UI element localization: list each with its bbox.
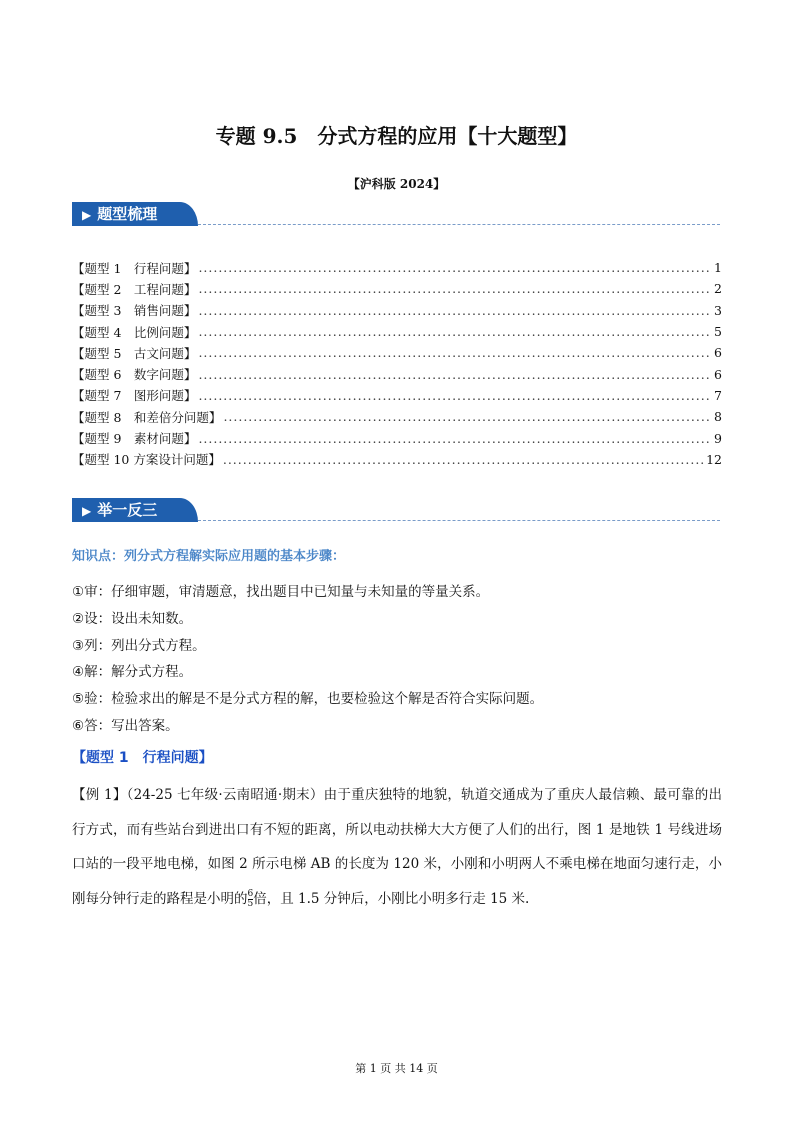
toc-label: 【题型 4 比例问题】: [72, 324, 197, 340]
toc-leader: [198, 367, 712, 382]
step-item: ③列：列出分式方程。: [72, 637, 206, 654]
play-icon: ▶: [82, 504, 92, 518]
toc-label: 【题型 7 图形问题】: [72, 388, 197, 404]
toc-leader: [223, 452, 704, 467]
toc-leader: [198, 431, 712, 446]
toc-label: 【题型 6 数字问题】: [72, 367, 197, 383]
knowledge-heading: 知识点：列分式方程解实际应用题的基本步骤：: [72, 549, 346, 564]
step-item: ⑥答：写出答案。: [72, 717, 179, 734]
toc-entry[interactable]: [72, 385, 722, 406]
toc-label: 【题型 2 工程问题】: [72, 281, 197, 297]
toc-entry[interactable]: [72, 427, 722, 448]
toc-page: 8: [714, 409, 722, 425]
example-text-end: 倍，且 1.5 分钟后，小刚比小明多行走 15 米.: [253, 890, 530, 907]
steps-list: [72, 580, 543, 741]
toc-banner: [72, 202, 198, 226]
toc-entry[interactable]: [72, 300, 722, 321]
toc-label: 【题型 9 素材问题】: [72, 431, 197, 447]
practice-banner: [72, 498, 198, 522]
toc-label: 【题型 5 古文问题】: [72, 345, 197, 361]
toc-leader: [198, 388, 712, 403]
toc-leader: [198, 260, 712, 275]
practice-banner-label: 举一反三: [97, 501, 158, 519]
example-text: （24-25 七年级·云南昭通·期末）由于重庆独特的地貌，轨道交通成为了重庆人最信赖、最可靠的出行方式，而有些站台到进出口有不短的距离，所以电动扶梯大大方便了人们的出行，图 1 是地铁 1 号线进场口站的一段平地电梯，如图 2 所示电梯 AB 的长度为 120 米，小刚和小明两人不乘电梯在地面匀速行走，小刚每分钟行走的路程是小明的: [72, 787, 722, 907]
step-item: ④解：解分式方程。: [72, 664, 193, 681]
toc-leader: [198, 303, 712, 318]
type1-heading: 【题型 1 行程问题】: [72, 750, 213, 766]
step-item: ②设：设出未知数。: [72, 610, 193, 627]
play-icon: ▶: [82, 208, 92, 222]
toc-page: 1: [714, 260, 722, 276]
toc-page: 6: [714, 366, 722, 382]
toc-label: 【题型 1 行程问题】: [72, 260, 197, 276]
divider: [198, 224, 720, 225]
table-of-contents: [72, 257, 722, 470]
toc-page: 7: [714, 387, 722, 403]
toc-banner-label: 题型梳理: [97, 205, 158, 223]
toc-entry[interactable]: [72, 257, 722, 278]
toc-label: 【题型 10 方案设计问题】: [72, 452, 221, 468]
toc-entry[interactable]: [72, 363, 722, 384]
divider: [198, 520, 720, 521]
toc-page: 9: [714, 430, 722, 446]
toc-leader: [223, 409, 712, 424]
page-title: 专题 9.5 分式方程的应用【十大题型】: [215, 124, 578, 148]
edition-subtitle: 【沪科版 2024】: [347, 177, 446, 191]
example-label: 【例 1】: [72, 787, 127, 803]
page-footer: 第 1 页 共 14 页: [355, 1062, 438, 1075]
toc-page: 6: [714, 345, 722, 361]
toc-entry[interactable]: [72, 321, 722, 342]
toc-entry[interactable]: [72, 278, 722, 299]
fraction-numerator: 6: [247, 888, 254, 899]
toc-page: 3: [714, 302, 722, 318]
toc-page: 12: [706, 451, 722, 467]
step-item: ⑤验：检验求出的解是不是分式方程的解，也要检验这个解是否符合实际问题。: [72, 691, 544, 708]
toc-page: 5: [714, 324, 722, 340]
toc-entry[interactable]: [72, 342, 722, 363]
toc-entry[interactable]: [72, 406, 722, 427]
toc-leader: [198, 324, 712, 339]
toc-entry[interactable]: [72, 449, 722, 470]
toc-label: 【题型 8 和差倍分问题】: [72, 409, 222, 425]
example-paragraph: [72, 778, 722, 916]
toc-label: 【题型 3 销售问题】: [72, 303, 197, 319]
step-item: ①审：仔细审题，审清题意，找出题目中已知量与未知量的等量关系。: [72, 584, 490, 600]
toc-page: 2: [714, 281, 722, 297]
fraction-denominator: 5: [247, 898, 254, 909]
toc-leader: [198, 281, 712, 296]
toc-leader: [198, 345, 712, 360]
